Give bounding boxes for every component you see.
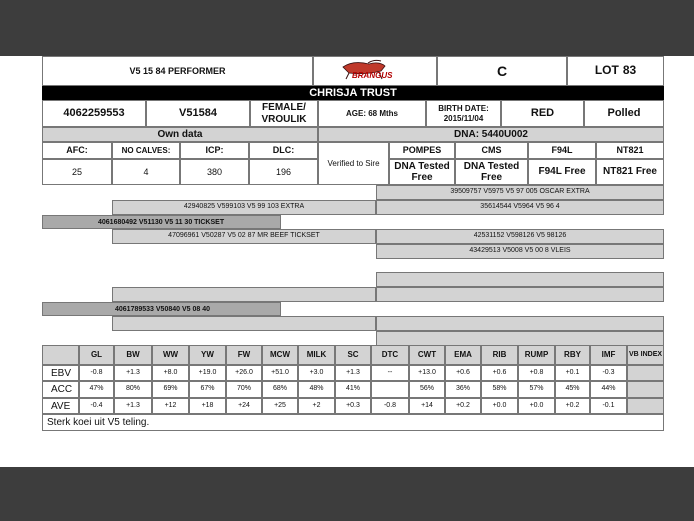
ebv-row-label: AVE [42, 398, 79, 414]
icp-value: 380 [180, 159, 249, 185]
ebv-value-cell: 69% [152, 381, 189, 398]
ebv-value-cell: -- [371, 365, 409, 381]
ebv-value-cell: 70% [226, 381, 262, 398]
ebv-header-cell: RIB [481, 345, 518, 365]
ebv-value-cell: -0.4 [79, 398, 114, 414]
ebv-value-cell: -0.8 [371, 398, 409, 414]
dlc-value: 196 [249, 159, 318, 185]
ebv-header-cell: RUMP [518, 345, 555, 365]
no-calves-header: NO CALVES: [112, 142, 180, 159]
ebv-value-cell [371, 381, 409, 398]
f94l-result: F94L Free [528, 159, 596, 185]
lot-label: LOT [594, 63, 619, 78]
pedigree-sire-dam-sire: 42531152 V598126 V5 98126 [376, 229, 664, 244]
ebv-value-cell: +8.0 [152, 365, 189, 381]
f94l-header: F94L [528, 142, 596, 159]
ebv-value-cell: +1.3 [114, 398, 152, 414]
ebv-value-cell: +18 [189, 398, 226, 414]
ebv-header-cell: GL [79, 345, 114, 365]
ebv-header-cell: CWT [409, 345, 445, 365]
cms-header: CMS [455, 142, 528, 159]
lot-number: 83 [622, 63, 637, 78]
ebv-row-label: ACC [42, 381, 79, 398]
animal-name: V5 15 84 PERFORMER [42, 56, 313, 86]
nt821-result: NT821 Free [596, 159, 664, 185]
ebv-header-cell: DTC [371, 345, 409, 365]
ebv-value-cell: +0.0 [481, 398, 518, 414]
ebv-value-cell: +0.3 [335, 398, 371, 414]
dlc-header: DLC: [249, 142, 318, 159]
ebv-value-cell: 48% [298, 381, 335, 398]
owner-banner: CHRISJA TRUST [42, 86, 664, 100]
brangus-logo [313, 56, 437, 86]
ebv-value-cell [627, 381, 664, 398]
ebv-header-cell: BW [114, 345, 152, 365]
ebv-value-cell: 80% [114, 381, 152, 398]
ebv-value-cell: +14 [409, 398, 445, 414]
ebv-header-cell: MILK [298, 345, 335, 365]
cms-result: DNA Tested Free [455, 159, 528, 185]
ebv-value-cell: +0.8 [518, 365, 555, 381]
registration-code: V51584 [146, 100, 250, 127]
pedigree-dam-sire-dam [376, 287, 664, 302]
ebv-header-cell: YW [189, 345, 226, 365]
ebv-value-cell: +0.2 [555, 398, 590, 414]
ebv-value-cell: -0.1 [590, 398, 627, 414]
own-data-title: Own data [42, 127, 318, 142]
pedigree-sire-dam-dam: 43429513 V5008 V5 00 8 VLEIS [376, 244, 664, 259]
verified-to-sire: Verified to Sire [318, 142, 389, 185]
logo-text: BRANGUS [352, 71, 393, 80]
ebv-value-cell: 36% [445, 381, 481, 398]
ebv-header-cell: EMA [445, 345, 481, 365]
ebv-value-cell: +12 [152, 398, 189, 414]
ebv-value-cell: +1.3 [114, 365, 152, 381]
ebv-value-cell: 41% [335, 381, 371, 398]
ebv-value-cell [627, 398, 664, 414]
top-bar [0, 0, 694, 56]
ebv-value-cell: +26.0 [226, 365, 262, 381]
ebv-value-cell: +24 [226, 398, 262, 414]
ebv-corner [42, 345, 79, 365]
ebv-value-cell: -0.8 [79, 365, 114, 381]
no-calves-value: 4 [112, 159, 180, 185]
pedigree-sire: 4061680492 V51130 V5 11 30 TICKSET [42, 215, 281, 229]
ebv-value-cell: +0.6 [481, 365, 518, 381]
ebv-value-cell: +0.0 [518, 398, 555, 414]
pedigree-dam-dam [112, 316, 376, 331]
ebv-value-cell: +2 [298, 398, 335, 414]
ebv-header-cell: IMF [590, 345, 627, 365]
pedigree-dam: 4061789533 V50840 V5 08 40 [42, 302, 281, 316]
ebv-value-cell: -0.3 [590, 365, 627, 381]
ebv-value-cell: +19.0 [189, 365, 226, 381]
ebv-value-cell: +51.0 [262, 365, 298, 381]
comment: Sterk koei uit V5 teling. [42, 414, 664, 431]
ebv-value-cell: 47% [79, 381, 114, 398]
ebv-value-cell: +0.1 [555, 365, 590, 381]
ebv-header-cell: MCW [262, 345, 298, 365]
pedigree-dam-dam-dam [376, 331, 664, 346]
ebv-header-cell: SC [335, 345, 371, 365]
horn-status: Polled [584, 100, 664, 127]
ebv-header-cell: VB INDEX [627, 345, 664, 365]
pedigree-dam-sire [112, 287, 376, 302]
dna-title: DNA: 5440U002 [318, 127, 664, 142]
ebv-value-cell: 58% [481, 381, 518, 398]
ebv-value-cell: 68% [262, 381, 298, 398]
ebv-value-cell: 56% [409, 381, 445, 398]
ebv-value-cell: 57% [518, 381, 555, 398]
age: AGE: 68 Mths [318, 100, 426, 127]
pompes-result: DNA Tested Free [389, 159, 455, 185]
pedigree-sire-sire: 42940825 V599103 V5 99 103 EXTRA [112, 200, 376, 215]
ebv-value-cell: 67% [189, 381, 226, 398]
id-number: 4062259553 [42, 100, 146, 127]
pompes-header: POMPES [389, 142, 455, 159]
ebv-row-label: EBV [42, 365, 79, 381]
ebv-header-cell: WW [152, 345, 189, 365]
ebv-value-cell [627, 365, 664, 381]
pedigree-sire-sire-dam: 35614544 V5964 V5 96 4 [376, 200, 664, 215]
pedigree-dam-sire-sire [376, 272, 664, 287]
ebv-value-cell: +0.6 [445, 365, 481, 381]
ebv-value-cell: +0.2 [445, 398, 481, 414]
pedigree-sire-sire-sire: 39509757 V5975 V5 97 005 OSCAR EXTRA [376, 185, 664, 200]
afc-header: AFC: [42, 142, 112, 159]
ebv-value-cell: +1.3 [335, 365, 371, 381]
afc-value: 25 [42, 159, 112, 185]
pedigree-sire-dam: 47096961 V50287 V5 02 87 MR BEEF TICKSET [112, 229, 376, 244]
grade: C [437, 56, 567, 86]
ebv-header-cell: FW [226, 345, 262, 365]
ebv-value-cell: +13.0 [409, 365, 445, 381]
ebv-value-cell: +3.0 [298, 365, 335, 381]
colour: RED [501, 100, 584, 127]
ebv-value-cell: 45% [555, 381, 590, 398]
birth-date: BIRTH DATE: 2015/11/04 [426, 100, 501, 127]
ebv-value-cell: 44% [590, 381, 627, 398]
ebv-header-cell: RBY [555, 345, 590, 365]
sex: FEMALE/ VROULIK [250, 100, 318, 127]
bottom-bar [0, 467, 694, 521]
ebv-value-cell: +25 [262, 398, 298, 414]
lot [567, 56, 664, 86]
nt821-header: NT821 [596, 142, 664, 159]
pedigree-dam-dam-sire [376, 316, 664, 331]
icp-header: ICP: [180, 142, 249, 159]
